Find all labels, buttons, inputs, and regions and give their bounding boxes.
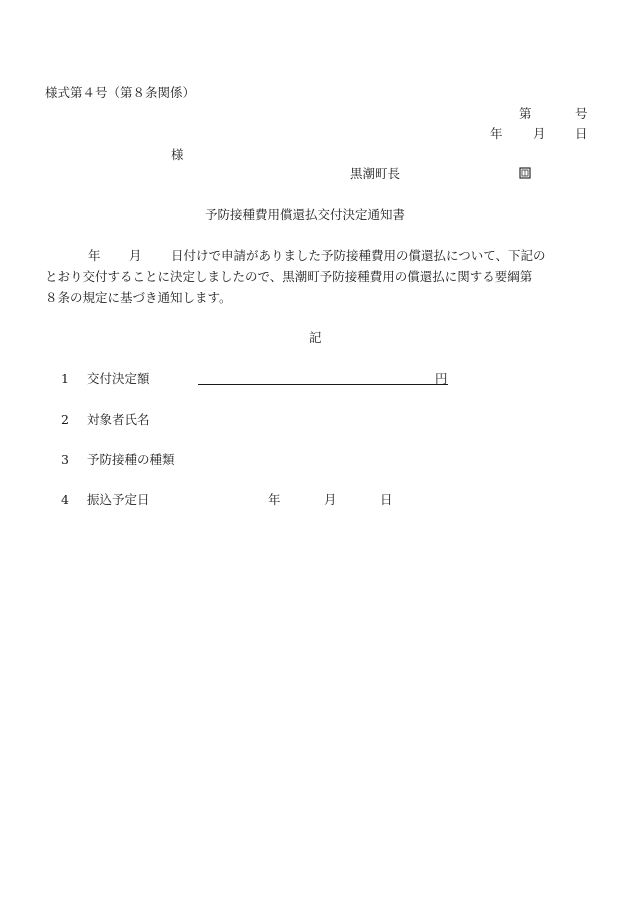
- item-1-number: 1: [61, 371, 69, 386]
- issue-date-month: 月: [533, 126, 546, 141]
- form-number-label: 様式第４号（第８条関係）: [45, 85, 196, 100]
- item-4-label: 振込予定日: [87, 492, 150, 507]
- issue-date-day: 日: [575, 126, 588, 141]
- item-4-day: 日: [380, 492, 393, 507]
- body-line-1-year: 年: [88, 248, 101, 263]
- item-4-number: 4: [61, 492, 69, 507]
- body-line-1: 日付けで申請がありました予防接種費用の償還払について、下記の: [171, 248, 546, 263]
- document-title: 予防接種費用償還払交付決定通知書: [205, 207, 406, 222]
- item-2-label: 対象者氏名: [87, 412, 150, 427]
- issuer-name: 黒潮町長: [350, 166, 401, 181]
- seal-mark: [519, 167, 531, 179]
- issue-date-year: 年: [490, 126, 503, 141]
- item-2-number: 2: [61, 412, 69, 427]
- item-1-label: 交付決定額: [87, 371, 150, 386]
- doc-number-suffix: 号: [575, 106, 588, 121]
- item-4-year: 年: [268, 492, 281, 507]
- body-line-1-month: 月: [129, 248, 142, 263]
- doc-number-prefix: 第: [519, 106, 532, 121]
- ki-heading: 記: [309, 330, 322, 345]
- body-line-3: ８条の規定に基づき通知します。: [45, 290, 232, 305]
- item-3-number: 3: [61, 452, 69, 467]
- item-3-label: 予防接種の種類: [87, 452, 175, 467]
- item-4-month: 月: [324, 492, 337, 507]
- addressee-suffix: 様: [171, 147, 184, 162]
- item-1-unit: 円: [435, 371, 448, 386]
- body-line-2: とおり交付することに決定しましたので、黒潮町予防接種費用の償還払に関する要綱第: [45, 269, 533, 284]
- amount-underline: [198, 384, 448, 385]
